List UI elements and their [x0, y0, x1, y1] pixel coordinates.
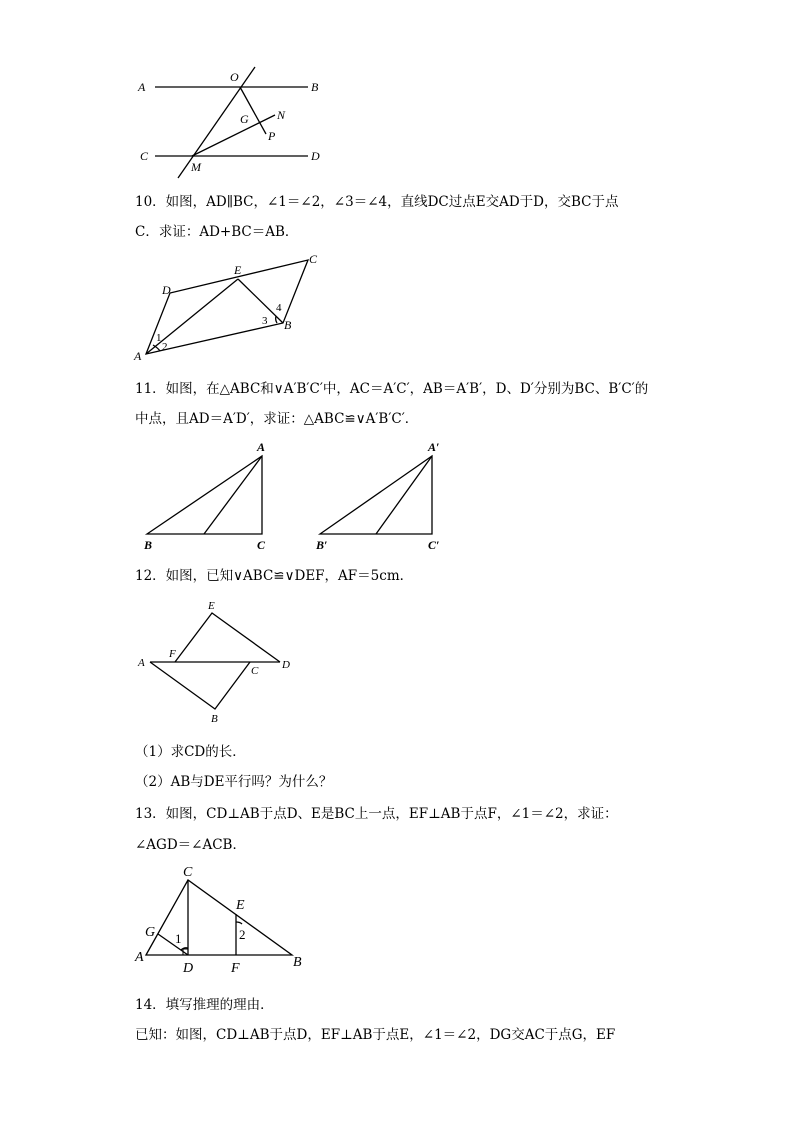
label-A: A — [138, 657, 145, 669]
shape-ADECB — [146, 260, 308, 354]
label-D: D — [183, 961, 194, 976]
q14-text-line2: 已知：如图，CD⊥AB于点D，EF⊥AB于点E，∠1＝∠2，DG交AC于点G，EF — [135, 1027, 616, 1043]
label-D: D — [162, 283, 171, 297]
label-C: C — [251, 665, 259, 677]
median-A2D2 — [376, 456, 432, 534]
triangle-DEF — [175, 613, 280, 662]
angle-1: 1 — [156, 332, 162, 344]
label-B: B — [284, 318, 292, 332]
label-B: B — [211, 713, 218, 725]
label-C: C — [257, 538, 266, 552]
triangle-A2B2C2 — [320, 456, 432, 534]
q11-text-line2: 中点，且AD＝A′D′，求证：△ABC≌∨A′B′C′． — [135, 411, 419, 427]
label-G: G — [240, 112, 249, 126]
angle-4: 4 — [276, 302, 282, 314]
q13-text-line1: 13．如图，CD⊥AB于点D、E是BC上一点，EF⊥AB于点F，∠1＝∠2，求证： — [135, 806, 618, 822]
label-B: B — [311, 80, 319, 94]
q12-text-line1: 12．如图，已知∨ABC≌∨DEF，AF＝5cm． — [135, 568, 414, 584]
label-E: E — [236, 898, 245, 913]
angle-mark-2 — [236, 922, 242, 924]
line-MN — [192, 115, 275, 156]
label-C-prime: C′ — [428, 538, 440, 552]
label-A-prime: A′ — [428, 440, 440, 454]
triangle-ABC — [147, 456, 262, 534]
triangle-ABC — [150, 662, 250, 709]
label-A: A — [138, 80, 146, 94]
label-D: D — [311, 149, 320, 163]
label-F: F — [231, 961, 240, 976]
triangle-ABC — [146, 880, 292, 955]
label-B-prime: B′ — [316, 538, 328, 552]
label-P: P — [268, 129, 276, 143]
angle-3: 3 — [262, 315, 268, 327]
median-AD — [204, 456, 262, 534]
figure-q11-triangles — [135, 438, 465, 556]
label-N: N — [277, 108, 286, 122]
q10-text-line2: C．求证：AD+BC＝AB． — [135, 224, 299, 240]
label-A: A — [257, 440, 266, 454]
label-A: A — [135, 950, 144, 965]
q14-text-line1: 14．填写推理的理由． — [135, 997, 274, 1013]
label-D: D — [282, 659, 290, 671]
label-A: A — [134, 349, 142, 363]
label-C: C — [140, 149, 149, 163]
q10-text-line1: 10．如图，AD∥BC，∠1＝∠2，∠3＝∠4，直线DC过点E交AD于D，交BC于点 — [135, 194, 619, 210]
label-C: C — [309, 252, 318, 266]
q12-sub1: （1）求CD的长． — [135, 744, 246, 760]
q12-sub2: （2）AB与DE平行吗？为什么？ — [135, 774, 333, 790]
angle-1: 1 — [175, 931, 182, 946]
label-M: M — [191, 160, 201, 174]
figure-q13-triangle — [130, 866, 320, 978]
angle-2: 2 — [162, 341, 168, 353]
q13-text-line2: ∠AGD＝∠ACB． — [135, 837, 246, 853]
figure-parallel-lines-transversal — [130, 60, 340, 185]
label-C: C — [183, 865, 193, 880]
label-O: O — [230, 70, 239, 84]
figure-q12-triangles — [135, 598, 305, 728]
angle-2: 2 — [239, 927, 246, 942]
q11-text-line1: 11．如图，在△ABC和∨A′B′C′中，AC＝A′C′，AB＝A′B′，D、D′分别为BC、B′C′的 — [135, 381, 649, 397]
figure-q10-quadrilateral — [130, 250, 330, 365]
label-B: B — [144, 538, 153, 552]
label-G: G — [145, 925, 156, 940]
label-F: F — [169, 648, 176, 660]
label-E: E — [208, 600, 215, 612]
label-B: B — [293, 955, 302, 970]
label-E: E — [234, 263, 242, 277]
line-OP — [240, 87, 266, 134]
